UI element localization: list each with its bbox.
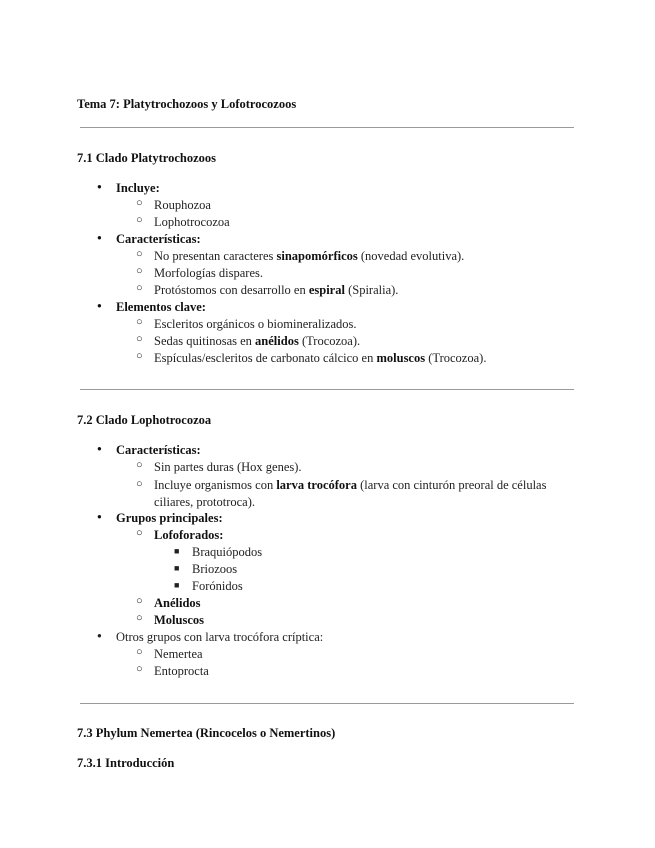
list-item: ○ Lophotrocozoa	[154, 215, 230, 230]
text: Sedas quitinosas en	[154, 334, 256, 348]
divider	[80, 389, 574, 390]
bullet-elementos-clave: ● Elementos clave:	[116, 300, 206, 315]
bullet-grupos-principales: ● Grupos principales:	[116, 511, 223, 526]
text: Espículas/escleritos de carbonato cálcico en	[154, 351, 377, 365]
text: (novedad evolutiva).	[357, 249, 465, 263]
divider	[80, 703, 574, 704]
subsection-heading-7-3-1: 7.3.1 Introducción	[77, 756, 175, 770]
list-item: ■ Briozoos	[192, 562, 237, 577]
list-item-anelidos: ○ Anélidos	[154, 596, 201, 611]
bullet-caracteristicas: ● Características:	[116, 443, 201, 458]
list-item	[154, 351, 486, 366]
list-item	[154, 334, 360, 349]
list-item: ○ Morfologías dispares.	[154, 266, 263, 281]
bold-term: moluscos	[376, 351, 426, 365]
bullet-incluye: ● Incluye:	[116, 181, 160, 196]
section-heading-7-1: 7.1 Clado Platytrochozoos	[77, 151, 216, 165]
text: No presentan caracteres	[154, 249, 277, 263]
section-heading-7-2: 7.2 Clado Lophotrocozoa	[77, 413, 212, 427]
text: (Trocozoa).	[425, 351, 487, 365]
text: (Trocozoa).	[298, 334, 361, 348]
document-title: Tema 7: Platytrochozoos y Lofotrocozoos	[77, 97, 297, 111]
list-item	[154, 477, 564, 511]
list-item: ○ Entoprocta	[154, 664, 209, 679]
list-item: ○ Sin partes duras (Hox genes).	[154, 460, 302, 475]
list-item-lofoforados: ○ Lofoforados:	[154, 528, 223, 543]
bullet-caracteristicas: ● Características:	[116, 232, 201, 247]
list-item: ○ Rouphozoa	[154, 198, 211, 213]
text: (Spiralia).	[344, 283, 399, 297]
text: (larva con cinturón preoral de células ciliares, prototroca).	[154, 478, 547, 509]
bold-term: anélidos	[255, 334, 299, 348]
bold-term: espiral	[308, 283, 345, 297]
section-heading-7-3: 7.3 Phylum Nemertea (Rincocelos o Nemertinos)	[77, 726, 336, 740]
divider	[80, 127, 574, 128]
list-item: ○ Nemertea	[154, 647, 203, 662]
list-item: ■ Forónidos	[192, 579, 243, 594]
text: Protóstomos con desarrollo en	[154, 283, 309, 297]
bullet-otros-grupos: ● Otros grupos con larva trocófora críptica:	[116, 630, 323, 645]
list-item	[154, 249, 464, 264]
list-item-moluscos: ○ Moluscos	[154, 613, 204, 628]
bold-term: larva trocófora	[276, 478, 357, 492]
list-item: ■ Braquiópodos	[192, 545, 262, 560]
list-item	[154, 283, 398, 298]
text: Incluye organismos con	[154, 478, 277, 492]
list-item: ○ Escleritos orgánicos o biomineralizados.	[154, 317, 357, 332]
bold-term: sinapomórficos	[276, 249, 358, 263]
